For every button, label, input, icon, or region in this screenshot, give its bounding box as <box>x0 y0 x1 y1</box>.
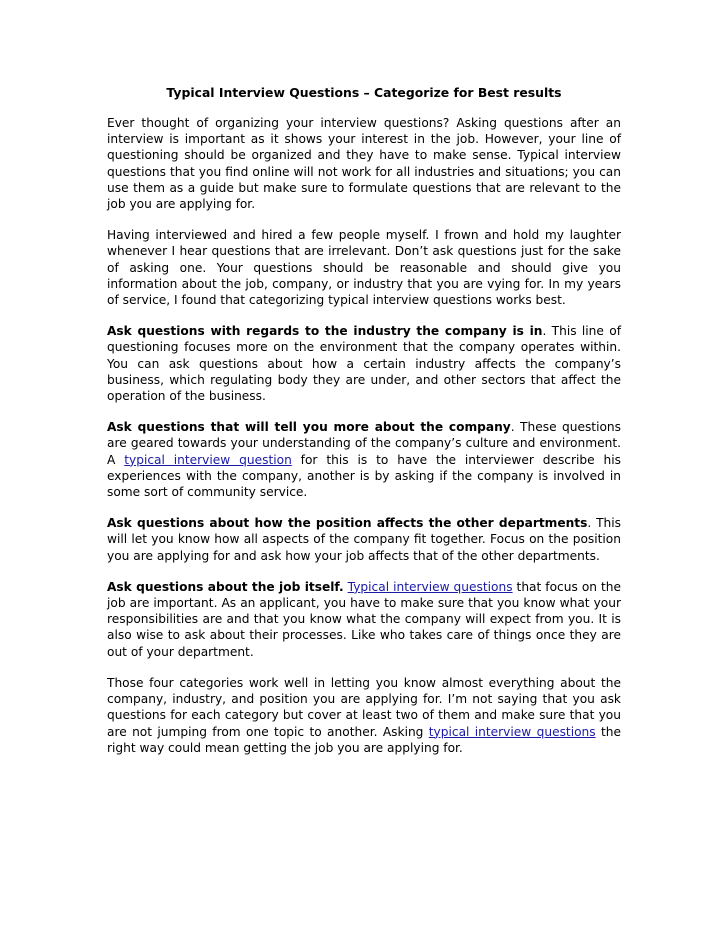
paragraph-conclusion-text-b: the right way could mean getting the job you are applying for. <box>107 724 621 755</box>
heading-company: Ask questions that will tell you more about the company <box>107 420 511 435</box>
heading-position: Ask questions about how the position affects the other departments <box>107 516 588 531</box>
paragraph-conclusion <box>107 675 621 756</box>
paragraph-job-text: that focus on the job are important. As an applicant, you have to make sure that you know what your responsibilities are and that you know what the company will expect from you. It is also wise to ask about their processes. Like who takes care of things once they are out of your department. <box>107 579 621 659</box>
link-typical-interview-question[interactable]: typical interview question <box>124 452 292 467</box>
link-typical-interview-questions-job[interactable]: Typical interview questions <box>347 579 513 594</box>
paragraph-position-text: . This will let you know how all aspects of the company fit together. Focus on the position you are applying for and ask how your job affects that of the other departments. <box>107 516 621 563</box>
heading-job: Ask questions about the job itself. <box>107 579 344 594</box>
page-title: Typical Interview Questions – Categorize for Best results <box>166 85 562 100</box>
paragraph-company <box>107 419 621 500</box>
paragraph-position <box>107 515 621 564</box>
heading-industry: Ask questions with regards to the industry the company is in <box>107 324 543 339</box>
paragraph-industry <box>107 323 621 404</box>
paragraph-experience: Having interviewed and hired a few people myself. I frown and hold my laughter whenever I hear questions that are irrelevant. Don’t ask questions just for the sake of asking one. Your questions should be reasonable and should give you information about the job, company, or industry that you are vying for. In my years of service, I found that categorizing typical interview questions works best. <box>107 228 621 308</box>
document-body <box>107 85 621 771</box>
paragraph-company-text-a: . These questions are geared towards your understanding of the company’s culture and environment. A <box>107 420 621 467</box>
link-typical-interview-questions-conclusion[interactable]: typical interview questions <box>428 724 596 739</box>
paragraph-conclusion-text-a: Those four categories work well in letting you know almost everything about the company, industry, and position you are applying for. I’m not saying that you ask questions for each category but cover at least two of them and make sure that you are not jumping from one topic to another. Asking <box>107 675 621 739</box>
paragraph-job <box>107 579 621 660</box>
paragraph-industry-text: . This line of questioning focuses more on the environment that the company operates within. You can ask questions about how a certain industry affects the company’s business, which regulating body they are under, and other sectors that affect the operation of the business. <box>107 324 621 404</box>
paragraph-intro: Ever thought of organizing your interview questions? Asking questions after an interview is important as it shows your interest in the job. However, your line of questioning should be organized and they have to make sense. Typical interview questions that you find online will not work for all industries and situations; you can use them as a guide but make sure to formulate questions that are relevant to the job you are applying for. <box>107 116 621 212</box>
paragraph-company-text-b: for this is to have the interviewer describe his experiences with the company, another is by asking if the company is involved in some sort of community service. <box>107 452 621 500</box>
